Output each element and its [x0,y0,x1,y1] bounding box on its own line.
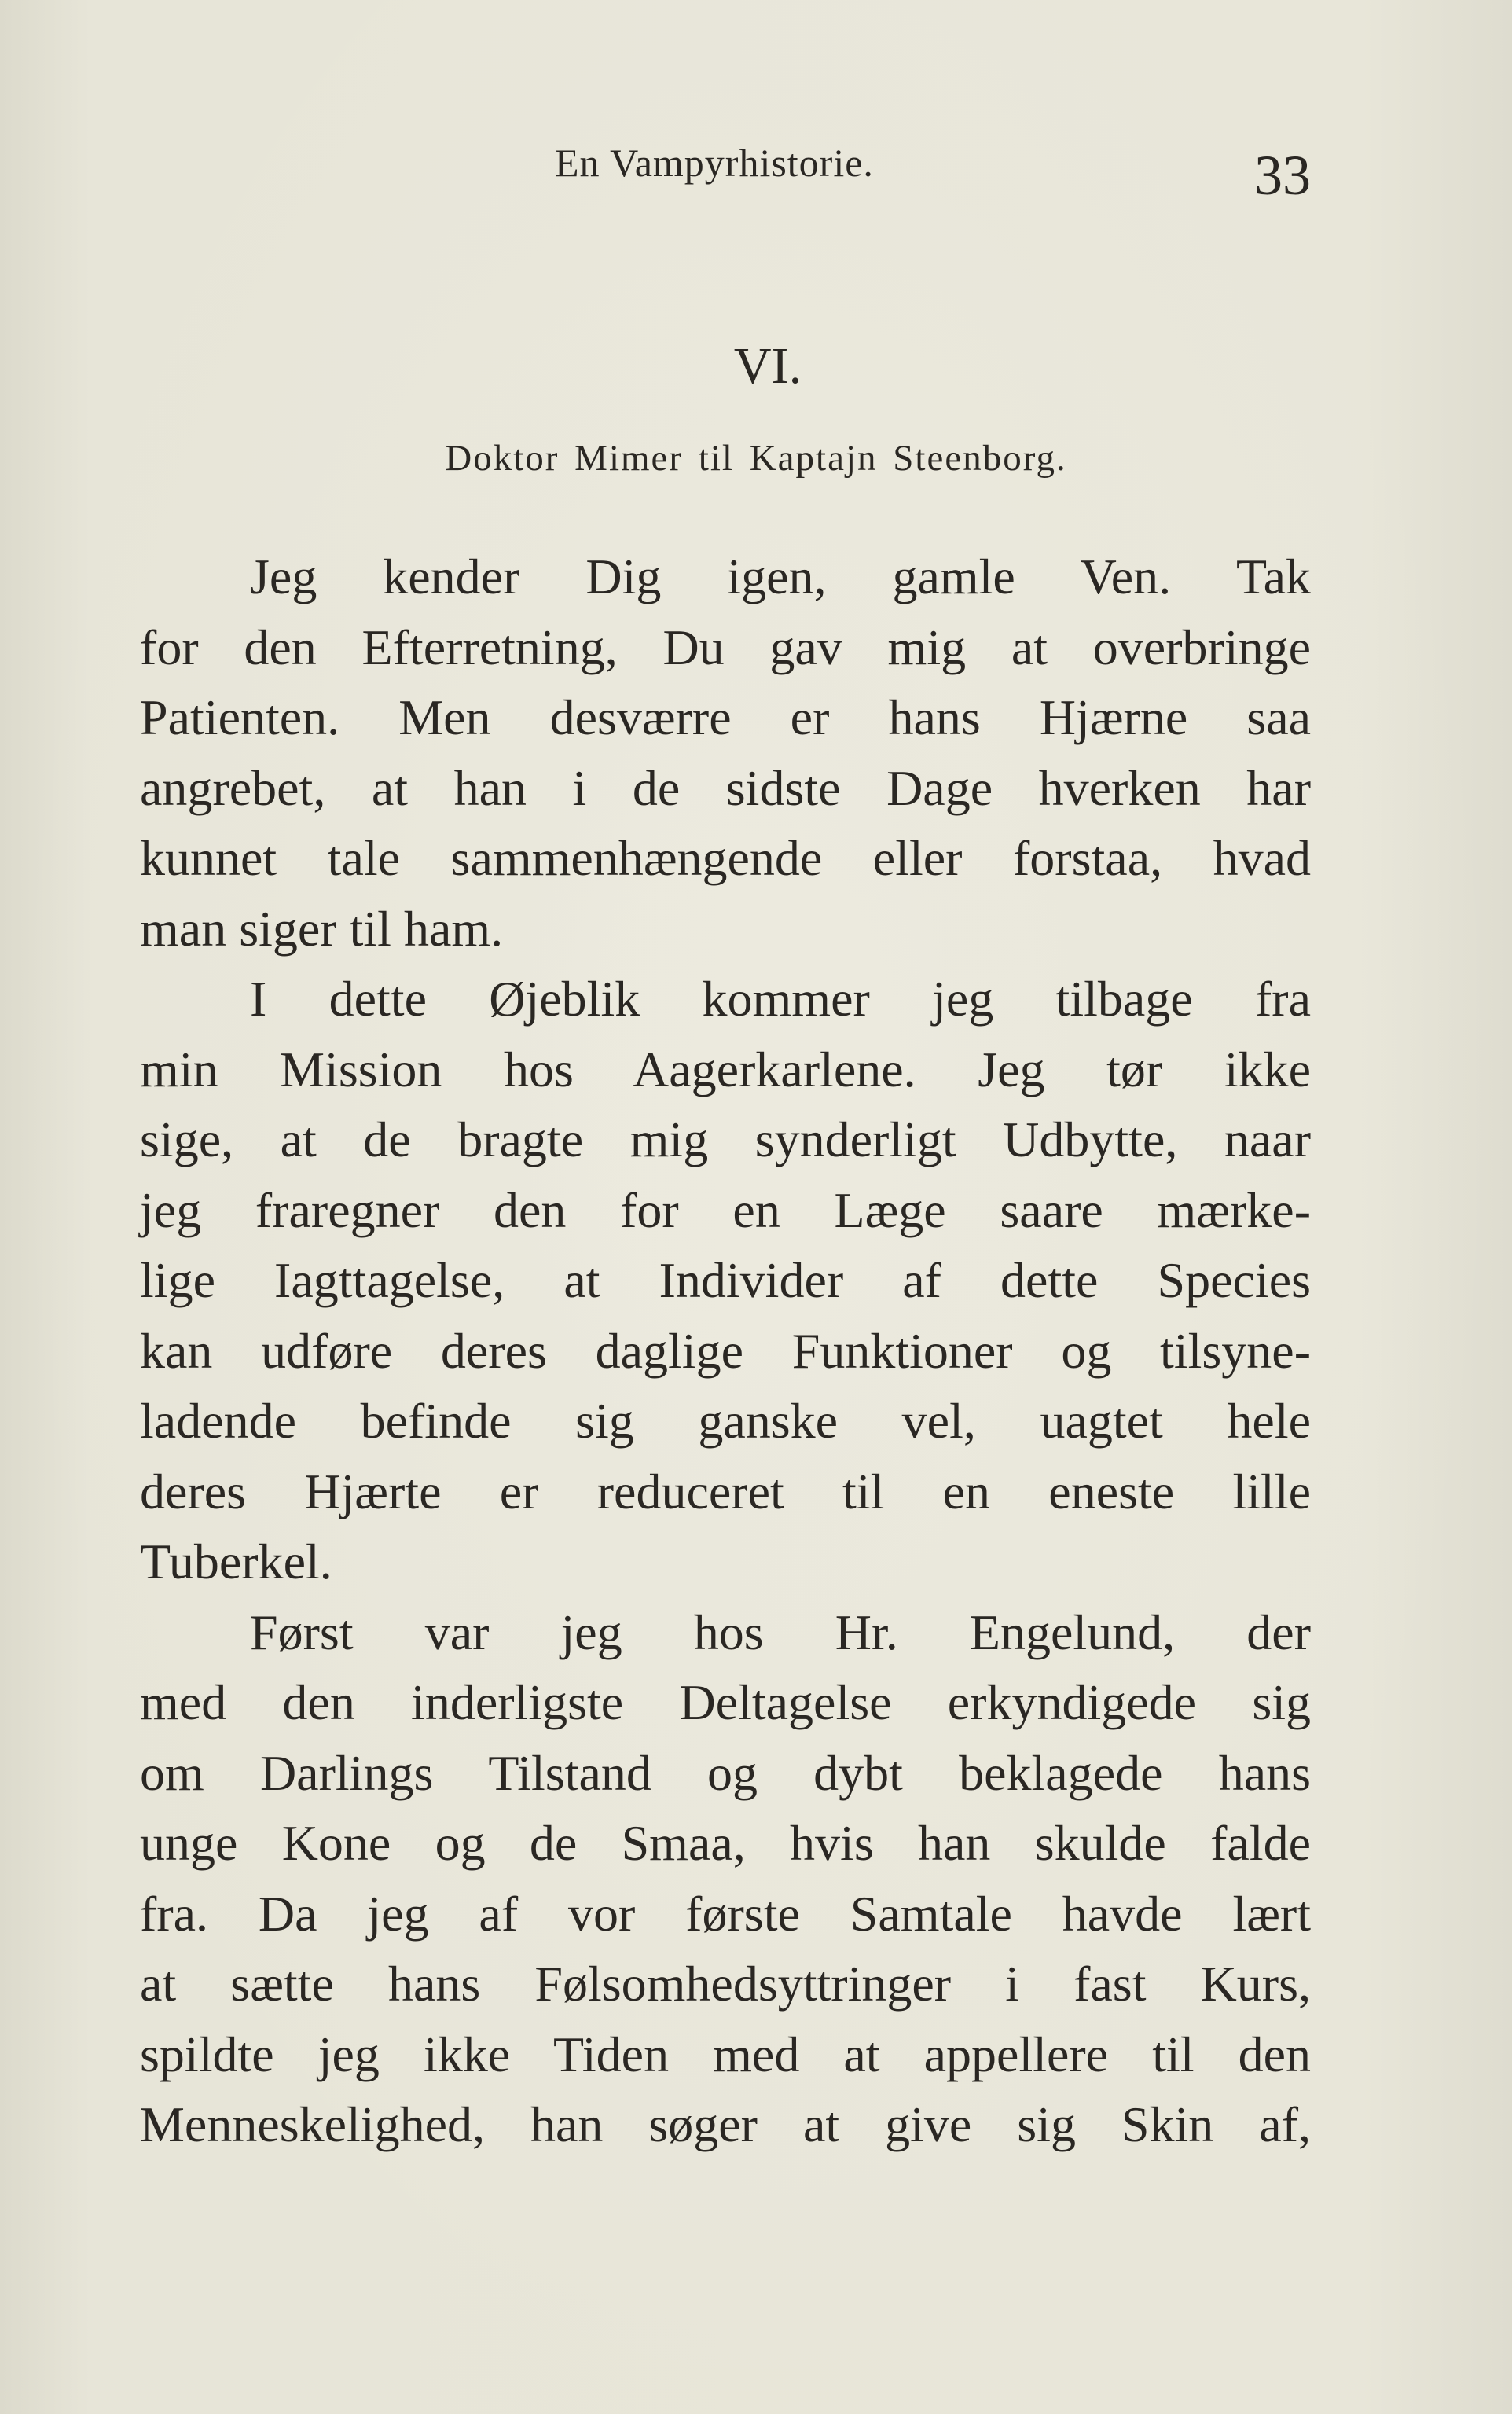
text-line: unge Kone og de Smaa, hvis han skulde falde [140,1815,1311,1871]
text-line: sige, at de bragte mig synderligt Udbytte, naar [140,1111,1311,1167]
chapter-title: Doktor Mimer til Kaptajn Steenborg. [445,438,1067,479]
text-line: kan udføre deres daglige Funktioner og tilsyne- [140,1322,1311,1379]
chapter-number: VI. [733,337,802,395]
body-text [140,542,1311,2160]
text-line: angrebet, at han i de sidste Dage hverken har [140,759,1311,816]
text-line: fra. Da jeg af vor første Samtale havde lært [140,1885,1311,1942]
text-line: for den Efterretning, Du gav mig at overbringe [140,619,1311,675]
text-line: Jeg kender Dig igen, gamle Ven. Tak [250,549,1311,604]
text-line: Tuberkel. [140,1534,332,1589]
text-line: man siger til ham. [140,900,504,957]
text-line: med den inderligste Deltagelse erkyndigede sig [140,1674,1311,1730]
text-line: Først var jeg hos Hr. Engelund, der [250,1604,1311,1660]
text-line: lige Iagttagelse, at Individer af dette Species [140,1252,1311,1308]
text-line: jeg fraregner den for en Læge saare mærke- [140,1181,1311,1238]
text-line: spildte jeg ikke Tiden med at appellere til den [140,2026,1311,2082]
text-line: at sætte hans Følsomhedsyttringer i fast Kurs, [140,1956,1311,2012]
text-line: om Darlings Tilstand og dybt beklagede hans [140,1744,1311,1801]
text-line: Menneskelighed, han søger at give sig Skin af, [140,2096,1311,2152]
text-line: deres Hjærte er reduceret til en eneste lille [140,1463,1311,1519]
text-line: kunnet tale sammenhængende eller forstaa, hvad [140,830,1311,886]
running-head: En Vampyrhistorie. [555,141,874,185]
page-number: 33 [1254,144,1311,207]
text-line: I dette Øjeblik kommer jeg tilbage fra [250,971,1311,1027]
text-line: Patienten. Men desværre er hans Hjærne saa [140,689,1311,745]
text-line: ladende befinde sig ganske vel, uagtet hele [140,1393,1311,1449]
text-line: min Mission hos Aagerkarlene. Jeg tør ikke [140,1041,1311,1097]
